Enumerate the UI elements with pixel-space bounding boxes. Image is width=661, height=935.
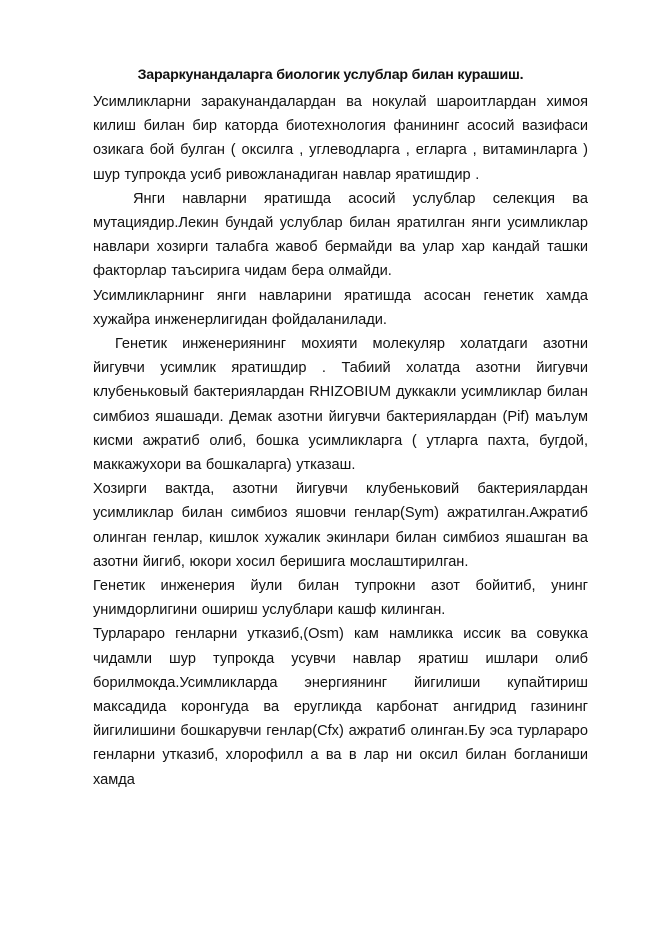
paragraph-4: Генетик инженериянинг мохияти молекуляр холатдаги азотни йигувчи усимлик яратишдир . Табиий холатда азотни йигувчи клубеньковый бактериялардан RHIZOBIUM дуккакли усимликлар билан симбиоз яшашади. Демак азотни йигувчи бактериялардан (Pif) маълум кисми ажратиб олиб, бошка усимликларга ( утларга пахта, бугдой, маккажухори ва бошкаларга) утказаш. xyxy=(93,336,588,474)
paragraph-7: Турлараро генларни утказиб,(Osm) кам намликка иссик ва совукка чидамли шур тупрокда усувчи навлар яратиш ишлари олиб борилмокда.Усимликларда энергиянинг йигилиши купайтириш максадида коронгуда ва еругликда карбонат ангидрид газининг йигилишини бошкарувчи генлар(Cfx) ажратиб олинган.Бу эса турлараро генларни утказиб, хлорофилл а ва в лар ни оксил билан богланиши хамда xyxy=(93,626,588,788)
document-title: Зараркунандаларга биологик услублар билан курашиш. xyxy=(137,67,524,83)
paragraph-6: Генетик инженерия йули билан тупрокни азот бойитиб, унинг унимдорлигини ошириш услублари кашф килинган. xyxy=(93,578,588,619)
paragraph-2: Янги навларни яратишда асосий услублар селекция ва мутациядир.Лекин бундай услублар билан яратилган янги усимликлар навлари хозирги талабга жавоб бермайди ва улар хар кандай ташки факторлар таъсирига чидам бера олмайди. xyxy=(93,190,588,280)
document-page xyxy=(93,62,588,792)
paragraph-1: Усимликларни заракунандалардан ва нокулай шароитлардан химоя килиш билан бир каторда биотехнология фанининг асосий вазифаси озикага бой булган ( оксилга , углеводларга , егларга , витаминларга ) шур тупрокда усиб ривожланадиган навлар яратишдир . xyxy=(93,94,588,183)
paragraph-3: Усимликларнинг янги навларини яратишда асосан генетик хамда хужайра инженерлигидан фойдаланилади. xyxy=(93,287,588,328)
paragraph-5: Хозирги вактда, азотни йигувчи клубеньковий бактериялардан усимликлар билан симбиоз яшовчи генлар(Sym) ажратилган.Ажратиб олинган генлар, кишлок хужалик экинлари билан симбиоз яшашган ва азотни йигиб, юкори хосил беришига мослаштирилган. xyxy=(93,481,588,570)
